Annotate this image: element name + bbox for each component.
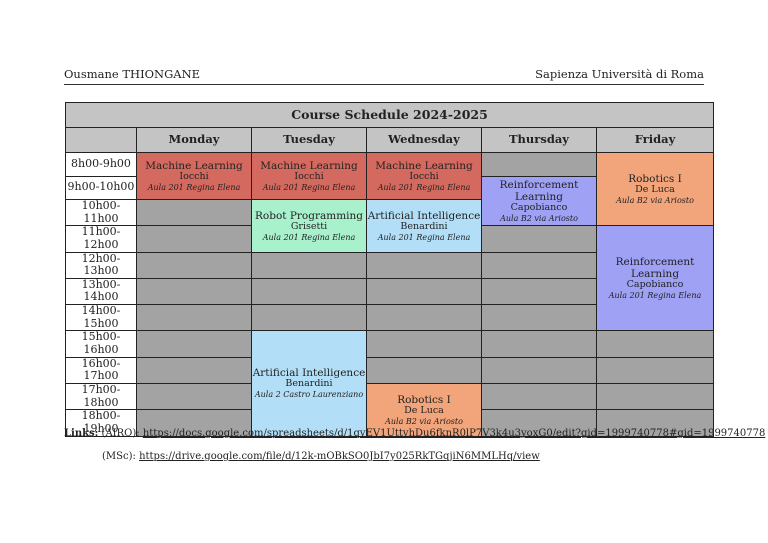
time-slot: 14h00-15h00 [66,305,137,331]
course-room: Aula 201 Regina Elena [377,182,471,192]
course-room: Aula 201 Regina Elena [377,232,471,242]
course-name: Reinforcement Learning [615,256,695,281]
course-name: Artificial Intelligence [252,367,366,380]
empty-slot [367,357,482,383]
course-block-wednesday-machine-learning [367,153,482,200]
time-slot: 15h00-16h00 [66,331,137,357]
course-block-tuesday-artificial-intelligence [252,331,367,436]
links-airo-line [64,428,765,439]
empty-slot [482,252,597,278]
time-slot: 9h00-10h00 [66,176,137,200]
course-room: Aula 2 Castro Laurenziano [254,390,364,400]
empty-slot [367,331,482,357]
course-block-tuesday-robot-programming [252,200,367,253]
empty-slot [252,278,367,304]
time-slot: 13h00-14h00 [66,278,137,304]
empty-slot [597,331,714,357]
course-block-thursday-reinforcement-learning [482,176,597,226]
empty-slot [482,153,597,177]
empty-slot [482,383,597,409]
day-header-thursday: Thursday [482,128,597,153]
course-name: Artificial Intelligence [367,209,481,222]
empty-slot [137,357,252,383]
airo-tag: (AIRO): [101,428,140,439]
course-schedule-table [65,102,714,437]
empty-slot [597,383,714,409]
schedule-row [66,331,714,357]
course-room: Aula B2 via Ariosto [500,213,578,223]
course-room: Aula 201 Regina Elena [608,291,702,301]
course-room: Aula B2 via Ariosto [616,196,694,206]
time-slot: 16h00-17h00 [66,357,137,383]
empty-slot [482,226,597,252]
course-block-monday-machine-learning [137,153,252,200]
empty-slot [137,278,252,304]
course-professor: De Luca [635,184,675,196]
empty-slot [252,252,367,278]
day-header-friday: Friday [597,128,714,153]
empty-slot [367,252,482,278]
day-header-row [66,128,714,153]
day-header-monday: Monday [137,128,252,153]
course-name: Robotics I [397,393,451,406]
course-name: Machine Learning [145,159,243,172]
empty-slot [482,278,597,304]
time-slot: 18h00-19h00 [66,410,137,436]
time-slot: 17h00-18h00 [66,383,137,409]
course-room: Aula 201 Regina Elena [147,182,241,192]
empty-slot [137,226,252,252]
course-name: Reinforcement Learning [499,178,579,203]
course-room: Aula B2 via Ariosto [385,416,463,426]
time-slot: 12h00-13h00 [66,252,137,278]
course-block-friday-robotics [597,153,714,226]
schedule-row [66,383,714,409]
empty-slot [137,305,252,331]
course-professor: Benardini [400,220,448,232]
empty-slot [482,305,597,331]
empty-slot [482,357,597,383]
course-professor: Capobianco [510,201,568,213]
header-university: Sapienza Università di Roma [535,67,704,81]
empty-slot [252,305,367,331]
links-msc-line [102,451,540,462]
time-slot: 11h00-12h00 [66,226,137,252]
course-professor: Capobianco [626,279,684,291]
empty-slot [137,200,252,226]
links-label: Links: [64,428,99,439]
day-header-wednesday: Wednesday [367,128,482,153]
course-block-friday-reinforcement-learning [597,226,714,331]
course-professor: Iocchi [294,170,324,182]
day-header-tuesday: Tuesday [252,128,367,153]
empty-slot [137,252,252,278]
msc-tag: (MSc): [102,451,136,462]
course-name: Robot Programming [255,209,363,222]
course-professor: De Luca [404,404,444,416]
schedule-title: Course Schedule 2024-2025 [66,103,714,128]
empty-slot [367,278,482,304]
empty-slot [137,383,252,409]
course-name: Machine Learning [260,159,358,172]
empty-slot [597,357,714,383]
empty-slot [482,331,597,357]
corner-cell [66,128,137,153]
course-block-tuesday-machine-learning [252,153,367,200]
schedule-row [66,153,714,177]
course-block-wednesday-artificial-intelligence [367,200,482,253]
course-professor: Iocchi [179,170,209,182]
course-professor: Benardini [285,378,333,390]
empty-slot [137,331,252,357]
time-slot: 10h00-11h00 [66,200,137,226]
course-professor: Grisetti [290,220,328,232]
course-name: Robotics I [628,173,682,186]
airo-link[interactable]: https://docs.google.com/spreadsheets/d/1qvEV1UttvhDu6fknR0lP7V3k4u3yoxG0/edit?gid=1999740778#gid=1999740778 [142,428,766,439]
header-author: Ousmane THIONGANE [64,67,201,81]
time-slot: 8h00-9h00 [66,153,137,177]
course-room: Aula 201 Regina Elena [262,182,356,192]
header-rule [64,84,704,85]
course-professor: Iocchi [409,170,439,182]
course-name: Machine Learning [375,159,473,172]
schedule-row [66,357,714,383]
empty-slot [367,305,482,331]
schedule-title-row [66,103,714,128]
msc-link[interactable]: https://drive.google.com/file/d/12k-mOBkSO0JbI7y025RkTGqjiN6MMLHq/view [139,451,540,462]
course-room: Aula 201 Regina Elena [262,232,356,242]
